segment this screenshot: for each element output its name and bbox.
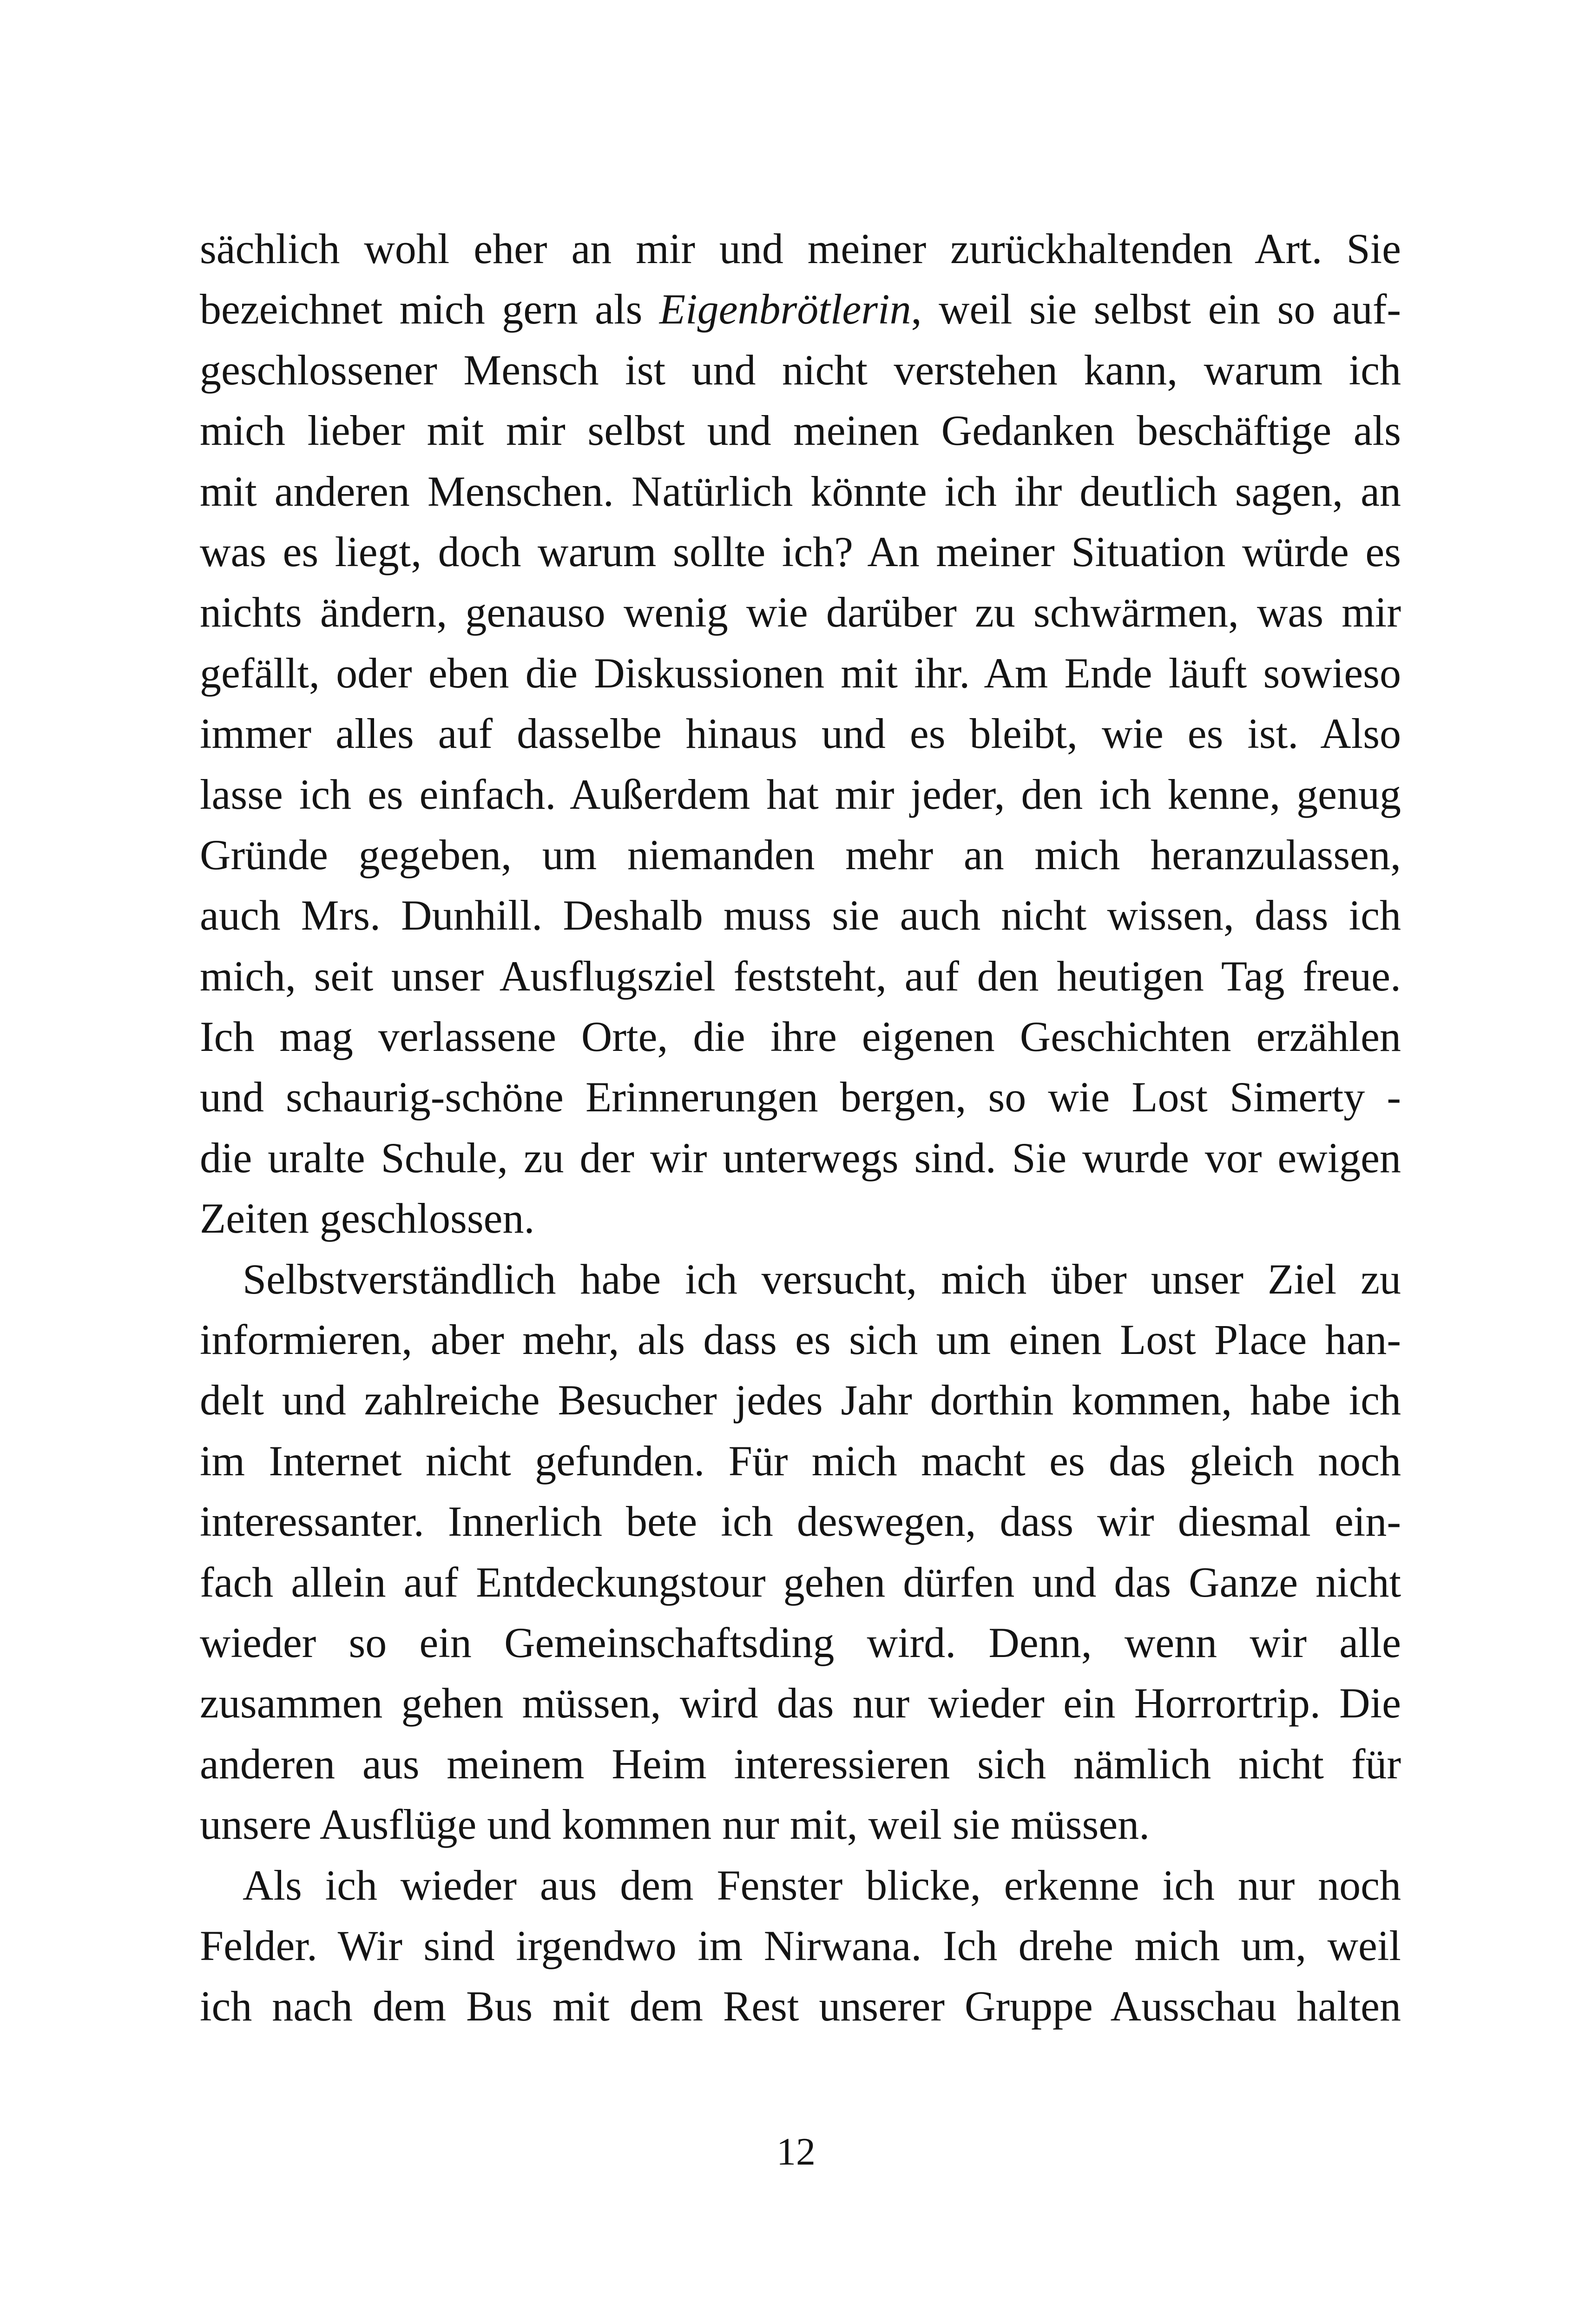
text-line: mich lieber mit mir selbst und meinen Gedanken beschäftige als [200,407,1401,455]
text-line: sächlich wohl eher an mir und meiner zurückhaltenden Art. Sie [200,225,1401,272]
text-line: was es liegt, doch warum sollte ich? An meiner Situation würde es [200,528,1401,575]
text-line: informieren, aber mehr, als dass es sich um einen Lost Place han- [200,1316,1401,1364]
text-line: nichts ändern, genauso wenig wie darüber zu schwärmen, was mir [200,588,1401,636]
text-run: , weil sie selbst ein so auf- [911,285,1401,333]
text-line: mit anderen Menschen. Natürlich könnte ich ihr deutlich sagen, an [200,467,1401,515]
page-number: 12 [776,2130,816,2173]
text-line: anderen aus meinem Heim interessieren sich nämlich nicht für [200,1740,1401,1788]
text-line: wieder so ein Gemeinschaftsding wird. Denn, wenn wir alle [200,1618,1401,1666]
text-line: Gründe gegeben, um niemanden mehr an mich heranzulassen, [200,831,1401,878]
text-line: Als ich wieder aus dem Fenster blicke, erkenne ich nur noch [243,1861,1401,1909]
text-line: die uralte Schule, zu der wir unterwegs sind. Sie wurde vor ewigen [200,1134,1401,1182]
text-line: geschlossener Mensch ist und nicht verstehen kann, warum ich [200,346,1401,394]
text-line: unsere Ausflüge und kommen nur mit, weil sie müssen. [200,1801,1150,1849]
text-line: im Internet nicht gefunden. Für mich macht es das gleich noch [200,1437,1401,1485]
text-line: Zeiten geschlossen. [200,1195,535,1242]
text-line: fach allein auf Entdeckungstour gehen dürfen und das Ganze nicht [200,1558,1401,1606]
text-run: bezeichnet mich gern als [200,285,659,333]
text-line: und schaurig-schöne Erinnerungen bergen, so wie Lost Simerty - [200,1073,1401,1121]
text-line: Ich mag verlassene Orte, die ihre eigenen Geschichten erzählen [200,1013,1401,1061]
text-line: delt und zahlreiche Besucher jedes Jahr dorthin kommen, habe ich [200,1376,1401,1424]
text-line: gefällt, oder eben die Diskussionen mit ihr. Am Ende läuft sowieso [200,649,1401,697]
text-line: lasse ich es einfach. Außerdem hat mir jeder, den ich kenne, genug [200,770,1401,818]
text-line: mich, seit unser Ausflugsziel feststeht, auf den heutigen Tag freue. [200,952,1401,1000]
text-line: immer alles auf dasselbe hinaus und es bleibt, wie es ist. Also [200,710,1401,758]
text-line: ich nach dem Bus mit dem Rest unserer Gruppe Ausschau halten [200,1982,1401,2030]
text-line: zusammen gehen müssen, wird das nur wieder ein Horrortrip. Die [200,1679,1401,1727]
text-line [200,279,1401,339]
body-text [200,218,1401,2037]
text-line: auch Mrs. Dunhill. Deshalb muss sie auch nicht wissen, dass ich [200,891,1401,939]
text-line: interessanter. Innerlich bete ich deswegen, dass wir diesmal ein- [200,1498,1401,1545]
text-line: Felder. Wir sind irgendwo im Nirwana. Ich drehe mich um, weil [200,1921,1401,1969]
italic-word: Eigenbrötlerin [659,285,911,333]
text-line: Selbstverständlich habe ich versucht, mich über unser Ziel zu [243,1255,1401,1303]
